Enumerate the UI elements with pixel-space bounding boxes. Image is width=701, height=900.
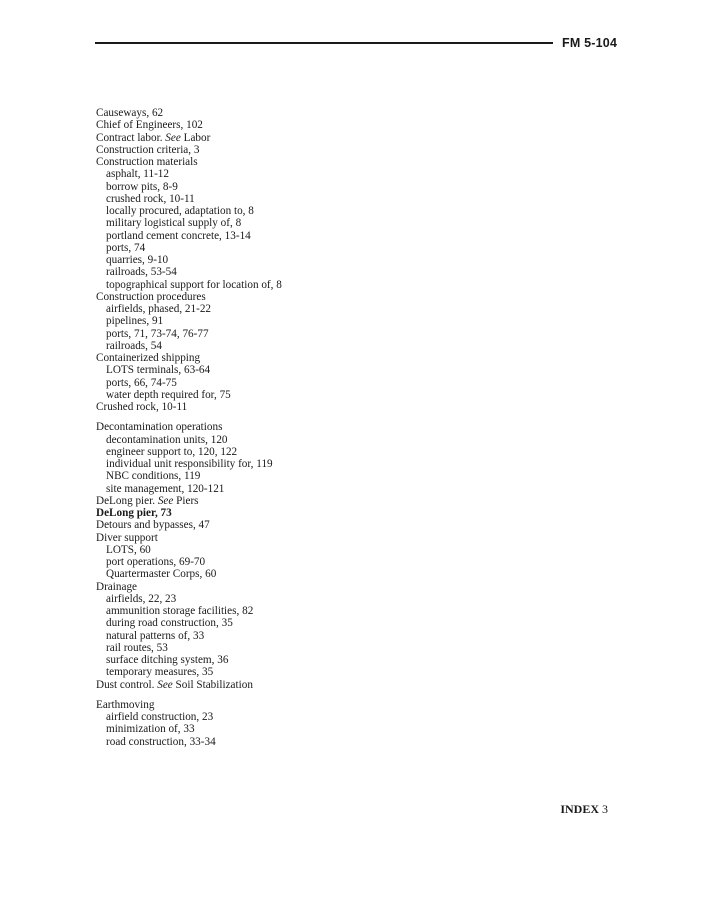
index-entry [96, 352, 576, 364]
entry-term: Containerized shipping [96, 352, 201, 364]
entry-term: Diver support [96, 531, 158, 544]
see-reference: See [165, 131, 181, 144]
entry-pages: 11-12 [143, 168, 169, 181]
index-subentry [96, 605, 576, 617]
index-subentry [96, 205, 576, 217]
entry-pages: 69-70 [179, 556, 206, 568]
entry-pages: 8 [248, 205, 254, 217]
entry-term: minimization of, [106, 723, 181, 736]
header-rule [95, 42, 553, 44]
see-reference: See [157, 494, 174, 507]
index-subentry [96, 654, 576, 666]
index-subentry [96, 279, 576, 291]
entry-term: Decontamination operations [96, 421, 223, 434]
index-subentry [96, 181, 576, 193]
index-entry [96, 699, 576, 711]
footer-label: INDEX [560, 802, 599, 816]
entry-pages: 82 [242, 605, 254, 617]
entry-term: site management, [106, 482, 185, 495]
index-subentry [96, 666, 576, 678]
entry-term: quarries, [106, 254, 145, 266]
entry-pages: 8-9 [162, 180, 178, 193]
entry-term: airfield construction, [106, 711, 200, 723]
index-subentry [96, 736, 576, 748]
index-entry [96, 156, 576, 168]
index-subentry [96, 193, 576, 205]
entry-term: ports, [106, 376, 132, 389]
index-subentry [96, 377, 576, 389]
entry-term: pipelines, [106, 315, 150, 328]
document-id: FM 5-104 [562, 36, 618, 50]
index-subentry [96, 446, 576, 458]
entry-pages: 119 [256, 458, 273, 470]
entry-term: LOTS, [106, 543, 137, 556]
entry-term: road construction, [106, 735, 187, 748]
index-subentry [96, 389, 576, 401]
entry-term: airfields, phased, [106, 303, 183, 315]
entry-pages: 33 [192, 629, 205, 642]
entry-term: DeLong pier, [96, 507, 158, 519]
entry-pages: 8 [276, 278, 282, 291]
entry-term: engineer support to, [106, 445, 196, 458]
entry-pages: 47 [198, 519, 210, 532]
index-subentry [96, 711, 576, 723]
index-subentry [96, 556, 576, 568]
entry-term: borrow pits, [106, 180, 161, 193]
index-subentry [96, 266, 576, 278]
entry-pages: 73 [160, 507, 172, 519]
entry-pages: 54 [150, 339, 162, 352]
entry-pages: 53 [156, 641, 168, 654]
entry-pages: 3 [193, 143, 200, 156]
entry-pages: 10-11 [169, 192, 195, 205]
entry-term: water depth required for, [106, 388, 217, 401]
see-target: Labor [183, 131, 211, 144]
entry-pages: 33-34 [189, 735, 216, 748]
entry-term: ammunition storage facilities, [106, 605, 240, 617]
index-section [96, 699, 576, 748]
entry-term: LOTS terminals, [106, 364, 182, 377]
page-footer [560, 802, 608, 817]
entry-term: Quartermaster Corps, [106, 568, 203, 581]
entry-pages: 63-64 [184, 364, 211, 377]
index-entry [96, 421, 576, 433]
index-subentry [96, 242, 576, 254]
entry-pages: 60 [205, 568, 217, 581]
index-subentry [96, 315, 576, 327]
entry-term: Construction materials [96, 156, 198, 168]
index-entry [96, 107, 576, 119]
index-subentry [96, 593, 576, 605]
entry-term: decontamination units, [106, 433, 208, 446]
entry-pages: 22, 23 [148, 592, 177, 605]
entry-term: Detours and bypasses, [96, 519, 196, 532]
entry-term: Construction procedures [96, 290, 206, 303]
entry-pages: 91 [152, 315, 164, 328]
entry-term: Construction criteria, [96, 143, 192, 156]
entry-term: Dust control. [96, 678, 155, 691]
entry-term: NBC conditions, [106, 470, 182, 483]
index-subentry [96, 617, 576, 629]
index-subentry [96, 434, 576, 446]
entry-term: Contract labor. [96, 131, 163, 144]
entry-term: port operations, [106, 556, 177, 568]
index-entry [96, 144, 576, 156]
entry-term: Chief of Engineers, [96, 119, 184, 132]
index-entry [96, 495, 576, 507]
entry-pages: 74 [133, 241, 146, 254]
entry-pages: 13-14 [224, 229, 251, 242]
index-subentry [96, 340, 576, 352]
index-subentry [96, 254, 576, 266]
index-subentry [96, 470, 576, 482]
entry-term: Drainage [96, 580, 137, 593]
entry-term: ports, [106, 327, 132, 340]
entry-term: during road construction, [106, 617, 219, 630]
entry-term: topographical support for location of, [106, 278, 274, 291]
entry-pages: 71, 73-74, 76-77 [133, 327, 209, 340]
index-subentry [96, 642, 576, 654]
index-entry [96, 519, 576, 531]
entry-pages: 36 [217, 654, 229, 666]
index-entry [96, 532, 576, 544]
entry-term: asphalt, [106, 168, 141, 181]
entry-pages: 102 [186, 119, 203, 132]
entry-term: railroads, [106, 266, 148, 279]
index-section [96, 107, 576, 413]
entry-term: portland cement concrete, [106, 229, 222, 242]
index-list [96, 107, 576, 748]
entry-pages: 35 [221, 617, 233, 630]
entry-term: railroads, [106, 339, 148, 352]
entry-term: Earthmoving [96, 698, 155, 711]
entry-pages: 21-22 [184, 303, 212, 315]
index-entry [96, 291, 576, 303]
index-section [96, 421, 576, 691]
see-reference: See [157, 678, 173, 691]
index-entry [96, 679, 576, 691]
index-subentry [96, 328, 576, 340]
entry-pages: 23 [202, 711, 214, 723]
index-subentry [96, 483, 576, 495]
entry-pages: 9-10 [147, 254, 169, 266]
index-subentry [96, 723, 576, 735]
entry-pages: 62 [151, 107, 164, 119]
entry-term: ports, [106, 241, 132, 254]
index-subentry [96, 458, 576, 470]
entry-term: surface ditching system, [106, 654, 215, 666]
index-entry [96, 581, 576, 593]
entry-pages: 75 [219, 388, 231, 401]
entry-term: airfields, [106, 592, 146, 605]
entry-pages: 53-54 [150, 266, 177, 279]
index-entry [96, 119, 576, 131]
entry-pages: 120, 122 [197, 445, 238, 458]
index-subentry [96, 168, 576, 180]
index-subentry [96, 364, 576, 376]
entry-term: individual unit responsibility for, [106, 458, 254, 470]
entry-term: locally procured, adaptation to, [106, 205, 246, 217]
index-entry [96, 401, 576, 413]
entry-pages: 120 [210, 433, 228, 446]
entry-pages: 8 [235, 217, 242, 230]
entry-term: temporary measures, [106, 666, 200, 679]
entry-term: military logistical supply of, [106, 217, 233, 230]
see-target: Piers [176, 494, 199, 507]
index-subentry [96, 217, 576, 229]
entry-term: Causeways, [96, 107, 150, 119]
index-subentry [96, 630, 576, 642]
page-number: 3 [602, 802, 608, 816]
entry-pages: 66, 74-75 [133, 376, 177, 389]
index-subentry [96, 230, 576, 242]
entry-term: crushed rock, [106, 192, 167, 205]
index-subentry [96, 303, 576, 315]
entry-term: natural patterns of, [106, 629, 191, 642]
index-subentry [96, 544, 576, 556]
see-target: Soil Stabilization [175, 678, 253, 691]
entry-pages: 10-11 [161, 401, 188, 413]
index-entry [96, 132, 576, 144]
entry-pages: 120-121 [187, 482, 225, 495]
index-subentry [96, 568, 576, 580]
index-entry [96, 507, 576, 519]
entry-pages: 35 [202, 666, 214, 679]
entry-term: rail routes, [106, 641, 154, 654]
entry-pages: 119 [184, 470, 201, 483]
entry-pages: 33 [183, 723, 195, 736]
entry-term: DeLong pier. [96, 494, 156, 507]
entry-term: Crushed rock, [96, 401, 159, 413]
entry-pages: 60 [139, 543, 151, 556]
